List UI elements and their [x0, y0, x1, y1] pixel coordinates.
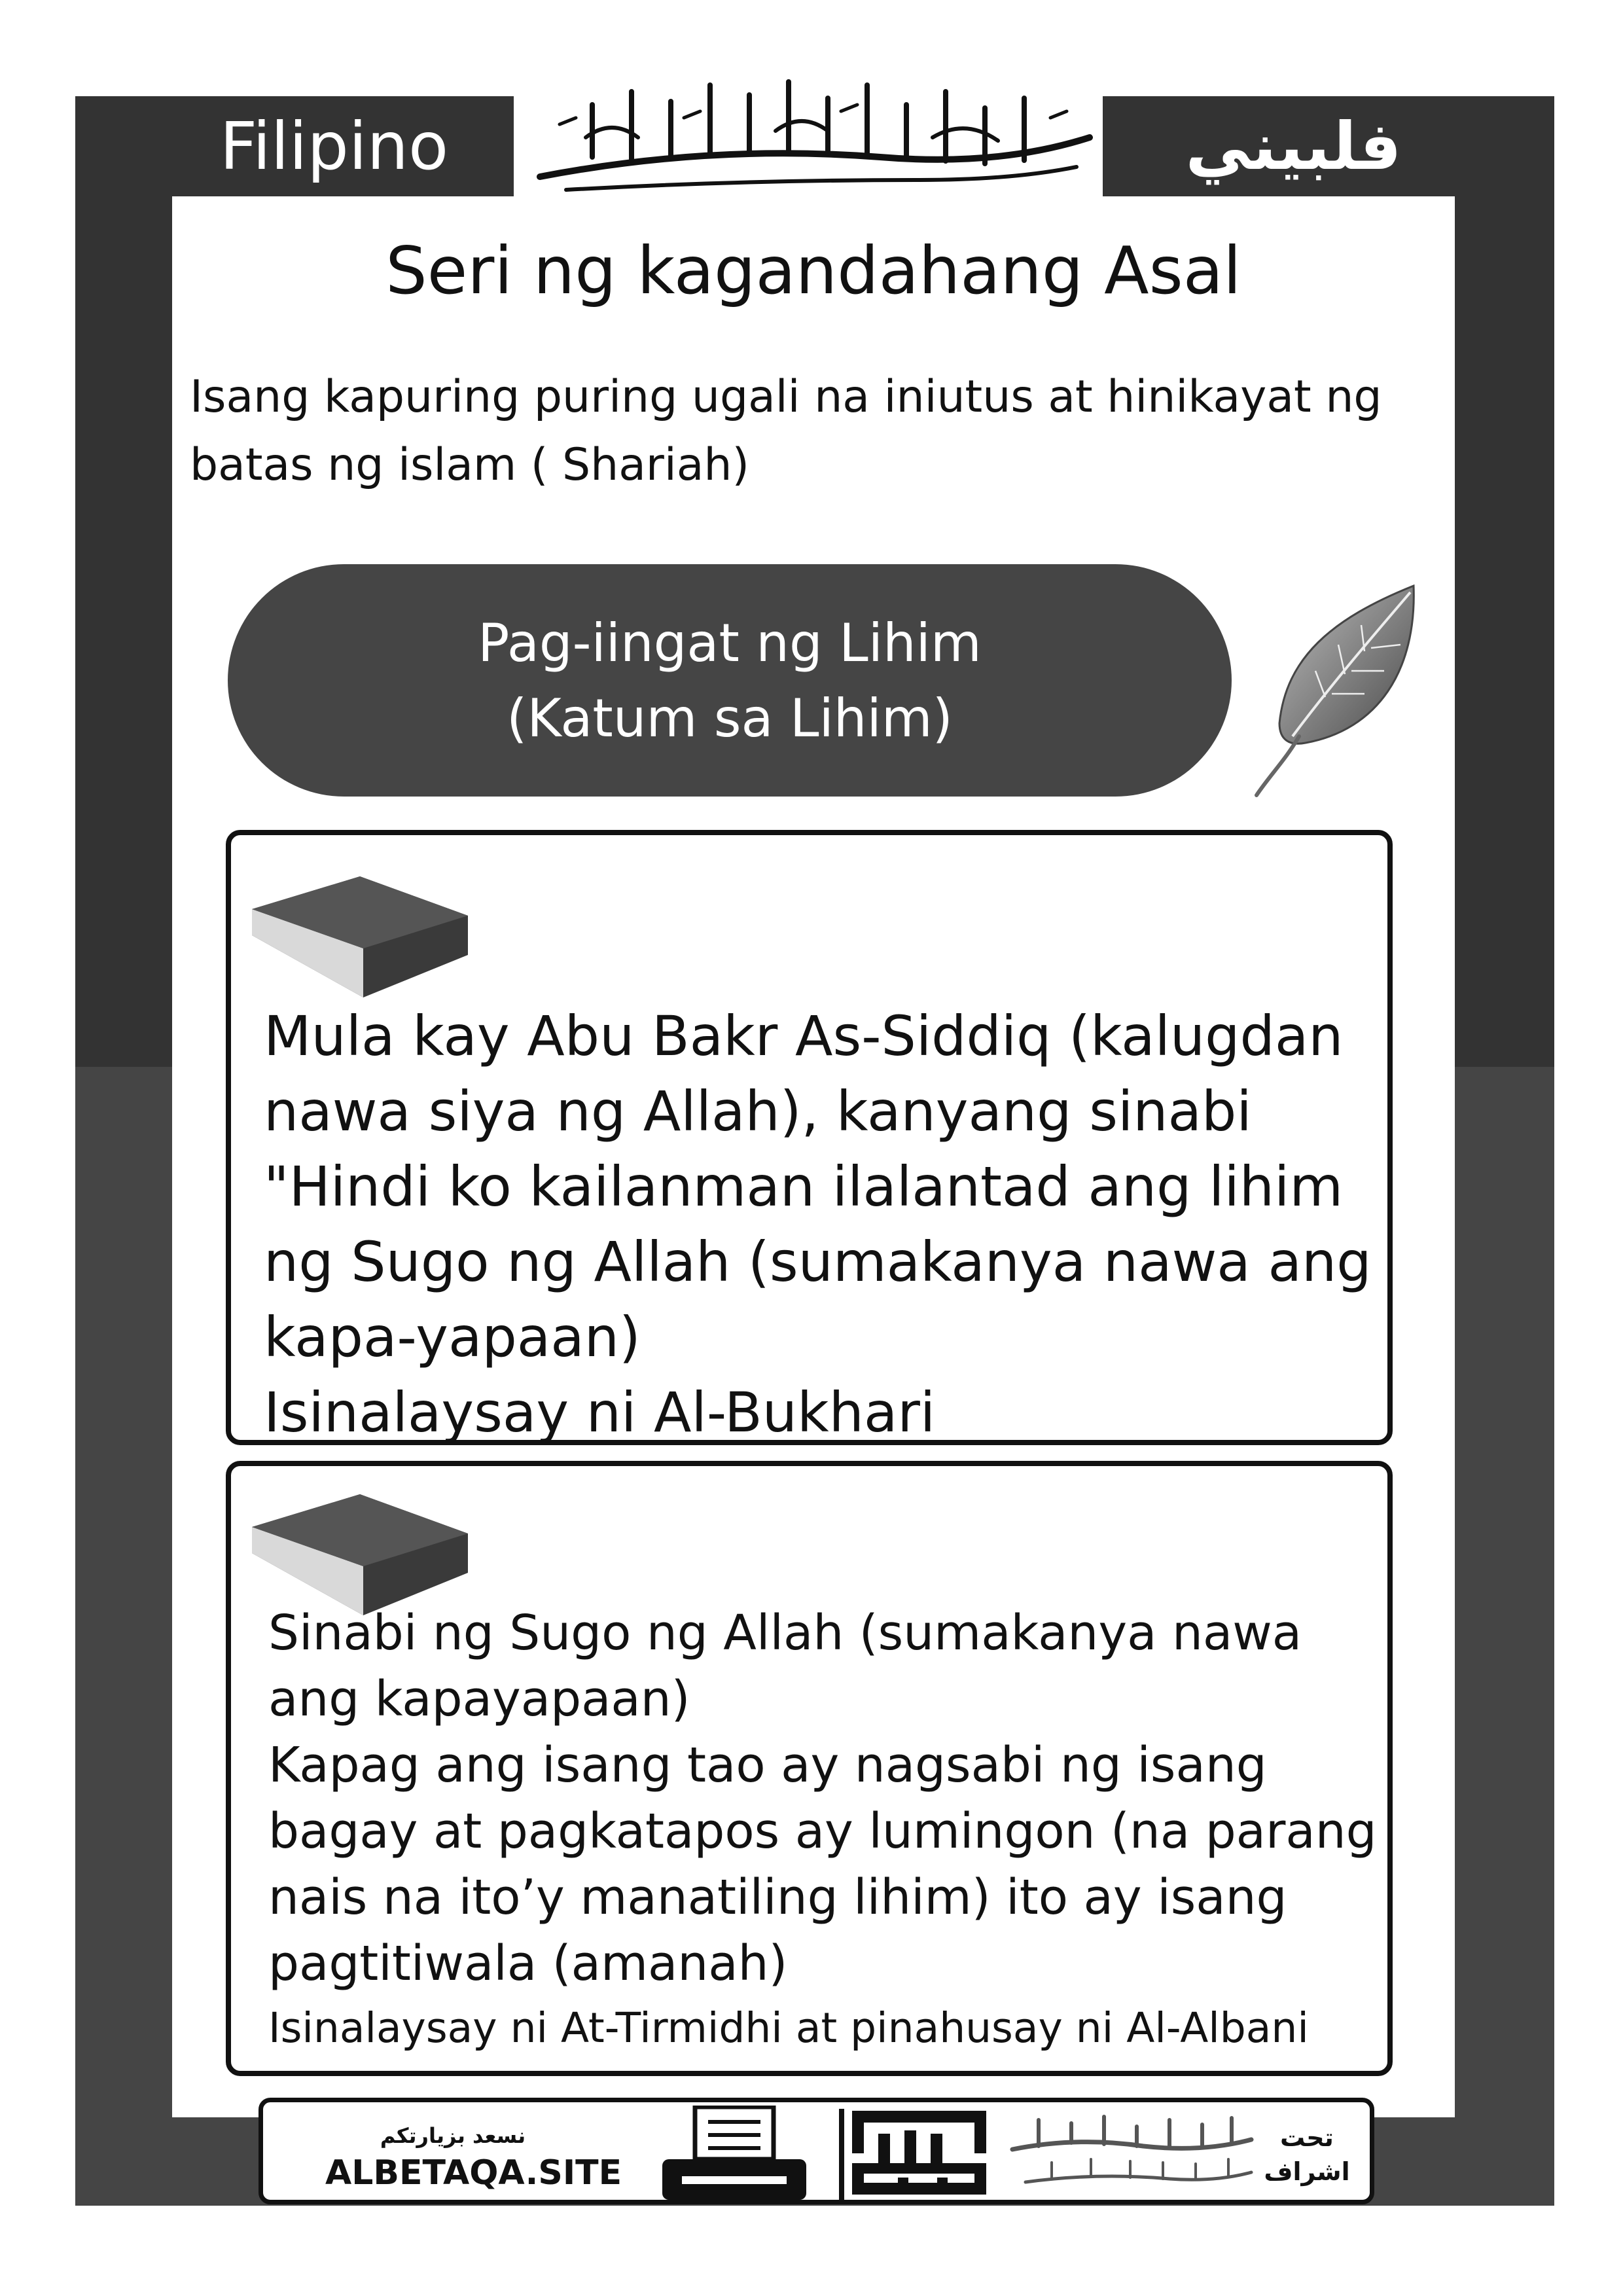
book-icon: [249, 1491, 471, 1619]
language-label-right: فلبيني: [1132, 96, 1455, 196]
language-label-left: Filipino: [172, 96, 496, 196]
topic-subtitle: (Katum sa Lihim): [507, 687, 953, 749]
hadith-2-intro: Sinabi ng Sugo ng Allah (sumakanya nawa ang kapayapaan): [268, 1605, 1302, 1727]
printer-icon: [656, 2106, 819, 2204]
hadith-card-1: [226, 830, 1393, 1445]
hadith-1-narrator: Isinalaysay ni Al-Bukhari: [264, 1380, 936, 1444]
intro-text: Isang kapuring puring ugali na iniutus at hinikayat ng batas ng islam ( Shariah): [190, 371, 1382, 491]
hadith-2-narrator: Isinalaysay ni At-Tirmidhi at pinahusay ni Al-Albani: [268, 2004, 1309, 2052]
hadith-1-body: Mula kay Abu Bakr As-Siddiq (kalugdan nawa siya ng Allah), kanyang sinabi "Hindi ko kailanman ilalantad ang lihim ng Sugo ng Allah (sumakanya nawa ang kapa-yapaan): [264, 1004, 1372, 1369]
hadith-2-body: Kapag ang isang tao ay nagsabi ng isang bagay at pagkatapos ay lumingon (na parang nais na ito’y manatiling lihim) ito ay isang pagtitiwala (amanah): [268, 1737, 1377, 1992]
visit-text: نسعد بزيارتكم: [380, 2123, 526, 2148]
bismillah-calligraphy: [514, 46, 1103, 209]
leaf-icon: [1253, 579, 1423, 802]
footer-bar: [259, 2098, 1374, 2204]
book-icon: [249, 873, 471, 1001]
topic-banner: [228, 564, 1232, 797]
dawa-logo-icon: [839, 2104, 999, 2202]
supervision-label: تحت اشراف: [1264, 2123, 1350, 2186]
hadith-2-text: [268, 1600, 1381, 2059]
topic-title: Pag-iingat ng Lihim: [478, 612, 982, 673]
page-title: Seri ng kagandahang Asal: [385, 232, 1241, 309]
hadith-card-2: [226, 1461, 1393, 2076]
website-link[interactable]: ALBETAQA.SITE: [325, 2153, 622, 2193]
association-logo: [999, 2110, 1261, 2198]
hadith-1-text: [264, 999, 1389, 1450]
